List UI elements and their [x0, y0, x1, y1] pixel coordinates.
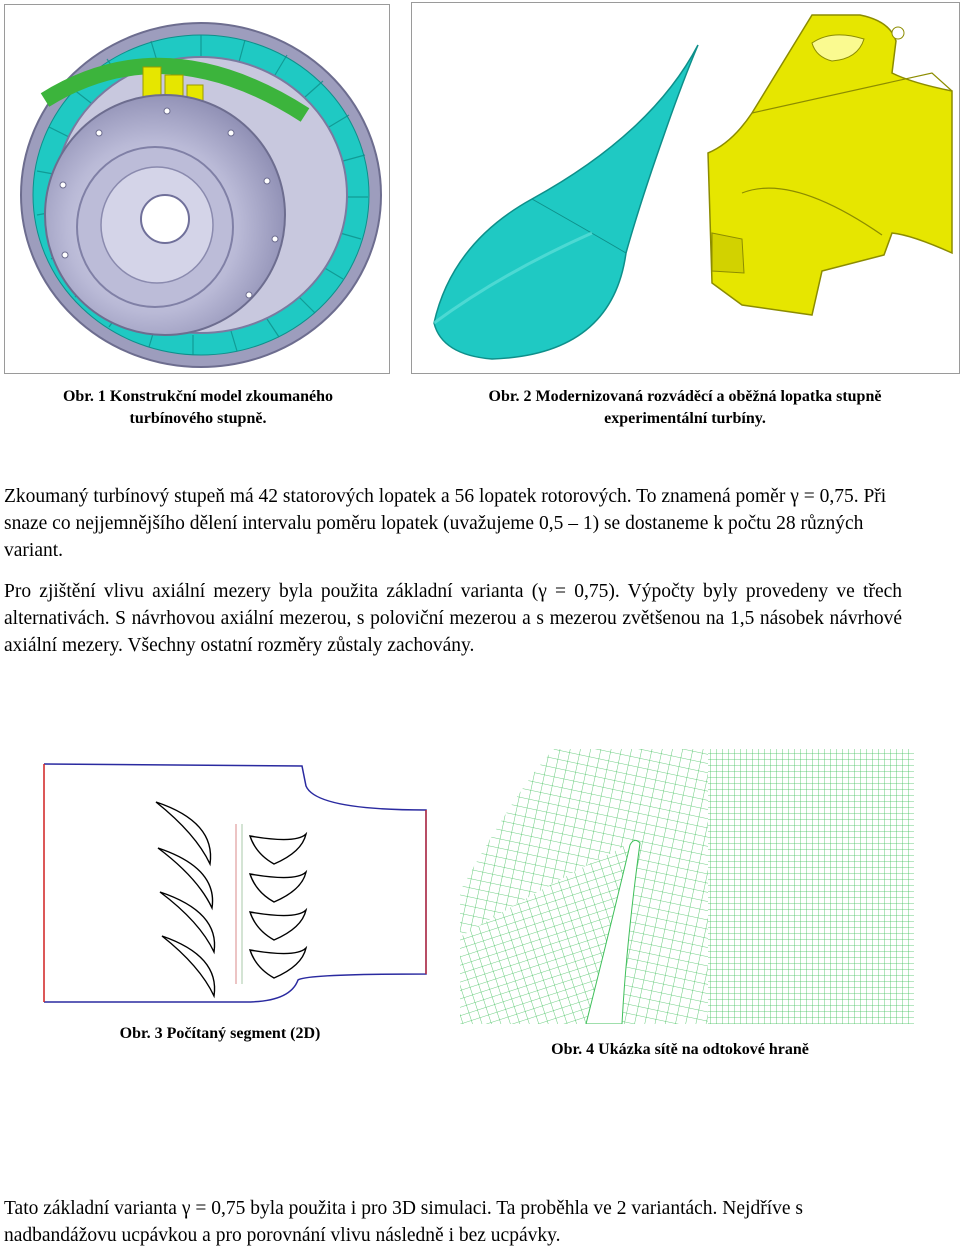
turbine-stage-illustration [5, 5, 389, 373]
figure-2-caption-line2: experimentální turbíny. [604, 410, 766, 427]
figure-2-caption-line1: Obr. 2 Modernizovaná rozváděcí a oběžná lopatka stupně [488, 388, 882, 405]
paragraph-2: Pro zjištění vlivu axiální mezery byla použita základní varianta (γ = 0,75). Výpočty byly provedeny ve třech alternativách. S návrhovou axiální mezerou, s poloviční mezerou a s mezerou zvětšenou na 1,5 násobek návrhové axiální mezery. Všechny ostatní rozměry zůstaly zachovány. [4, 581, 902, 656]
figure-1-caption-line1: Obr. 1 Konstrukční model zkoumaného [62, 388, 334, 405]
figure-1-caption-line2: turbínového stupně. [129, 410, 267, 427]
figure-3-2d-segment [6, 752, 452, 1014]
figure-1-turbine-stage-model [4, 4, 390, 374]
paragraph-1: Zkoumaný turbínový stupeň má 42 statorových lopatek a 56 lopatek rotorových. To znamená poměr γ = 0,75. Při snaze co nejjemnějšího dělení intervalu poměru lopatek (uvažujeme 0,5 – 1) se dostaneme k počtu 28 různých variant. [4, 486, 887, 561]
figure-2-caption [420, 386, 950, 430]
figure-1-caption [18, 386, 378, 430]
figure-4-mesh [458, 747, 916, 1024]
paragraph-3: Tato základní varianta γ = 0,75 byla použita i pro 3D simulaci. Ta proběhla ve 2 variantách. Nejdříve s nadbandážovu ucpávkou a pro porovnání vlivu následně i bez ucpávky. [4, 1198, 803, 1246]
figure-4-caption: Obr. 4 Ukázka sítě na odtokové hraně [551, 1041, 809, 1058]
figure-2-blades [411, 2, 960, 374]
segment-illustration [6, 752, 452, 1014]
figure-3-caption: Obr. 3 Počítaný segment (2D) [119, 1025, 321, 1042]
mesh-illustration [458, 747, 916, 1024]
blades-illustration [412, 3, 959, 373]
